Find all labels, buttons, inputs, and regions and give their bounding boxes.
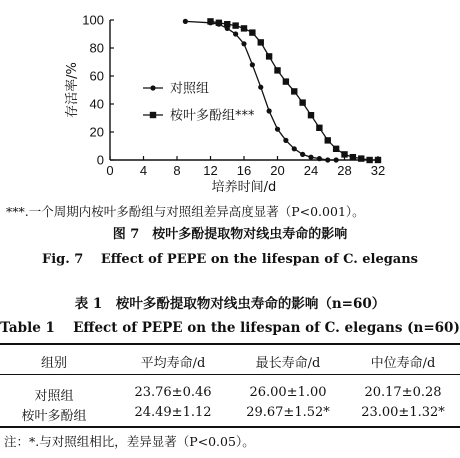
data-point — [216, 20, 222, 26]
legend-marker — [150, 85, 155, 90]
y-tick-label: 40 — [89, 96, 104, 112]
data-point — [358, 155, 364, 161]
x-tick-label: 0 — [106, 163, 114, 178]
table-cell: 29.67±1.52* — [246, 405, 330, 420]
data-point — [292, 146, 297, 151]
data-point — [317, 156, 322, 161]
figure-caption-en-text: Fig. 7 Effect of PEPE on the lifespan of C. elegans — [41, 252, 419, 267]
data-point — [224, 21, 230, 27]
data-point — [250, 62, 255, 67]
data-point — [291, 88, 297, 94]
data-point — [341, 151, 347, 157]
data-point — [375, 157, 381, 163]
x-tick-label: 12 — [203, 163, 218, 178]
legend-label: 桉叶多酚组*** — [170, 108, 255, 124]
data-point — [325, 137, 331, 143]
chart-series — [183, 18, 381, 163]
table-header-rule — [0, 374, 460, 375]
table-header-mean: 平均寿命/d — [140, 356, 206, 371]
table-cell: 23.00±1.32* — [361, 405, 445, 420]
table-top-rule — [0, 343, 460, 345]
data-point — [308, 155, 313, 160]
table-cell: 桉叶多酚组 — [21, 409, 87, 424]
table-footnote: 注：*.与对照组相比，差异显著（P<0.05）。 — [4, 434, 255, 449]
chart-axes — [65, 13, 385, 196]
table-cell: 对照组 — [34, 389, 74, 404]
table-title-cn: 表 1 桉叶多酚提取物对线虫寿命的影响（n=60） — [74, 296, 386, 312]
data-point — [333, 146, 339, 152]
table-cell: 20.17±0.28 — [364, 385, 442, 400]
table-header-group: 组别 — [40, 356, 67, 371]
figure-caption-en — [0, 248, 460, 267]
table-cell: 23.76±0.46 — [134, 385, 212, 400]
table-header-max: 最长寿命/d — [255, 356, 321, 371]
legend-marker — [150, 112, 156, 118]
table-cell: 26.00±1.00 — [249, 385, 327, 400]
data-point — [258, 39, 264, 45]
y-tick-label: 0 — [96, 152, 104, 168]
table-title-en: Table 1 Effect of PEPE on the lifespan of C. elegans (n=60) — [0, 320, 460, 336]
x-tick-label: 16 — [236, 163, 252, 178]
y-axis-title: 存活率/% — [65, 62, 80, 118]
data-point — [232, 22, 238, 28]
data-point — [366, 157, 372, 163]
x-tick-label: 20 — [270, 163, 285, 178]
x-tick-label: 24 — [303, 163, 319, 178]
data-point — [249, 29, 255, 35]
data-point — [258, 85, 263, 90]
x-tick-label: 8 — [173, 163, 181, 178]
y-tick-label: 80 — [89, 40, 104, 56]
data-point — [316, 125, 322, 131]
data-point — [241, 25, 247, 31]
data-point — [350, 154, 356, 160]
data-point — [267, 108, 272, 113]
data-point — [233, 31, 238, 36]
data-point — [183, 19, 188, 24]
data-point — [308, 112, 314, 118]
x-tick-label: 4 — [139, 163, 148, 178]
data-point — [283, 78, 289, 84]
data-point — [283, 138, 288, 143]
table-header-median: 中位寿命/d — [370, 356, 436, 371]
survival-chart — [0, 0, 460, 200]
y-tick-label: 20 — [89, 124, 104, 140]
significance-note: ***.一个周期内桉叶多酚组与对照组差异高度显著（P<0.001）。 — [6, 204, 365, 219]
y-tick-label: 60 — [89, 68, 104, 84]
x-tick-label: 28 — [337, 163, 352, 178]
figure-caption-cn: 图 7 桉叶多酚提取物对线虫寿命的影响 — [112, 227, 348, 242]
x-tick-label: 32 — [370, 163, 386, 178]
x-axis-title: 培养时间/d — [211, 180, 277, 195]
data-point — [207, 18, 213, 24]
series-pepe — [207, 18, 381, 163]
table-cell: 24.49±1.12 — [134, 405, 212, 420]
chart-legend — [143, 81, 255, 124]
data-point — [334, 157, 339, 162]
data-point — [275, 127, 280, 132]
table-bottom-rule — [0, 426, 460, 428]
data-point — [274, 67, 280, 73]
data-point — [266, 53, 272, 59]
y-tick-label: 100 — [82, 12, 104, 28]
data-point — [300, 152, 305, 157]
data-point — [241, 41, 246, 46]
legend-label: 对照组 — [170, 81, 210, 97]
data-point — [299, 99, 305, 105]
data-point — [325, 157, 330, 162]
